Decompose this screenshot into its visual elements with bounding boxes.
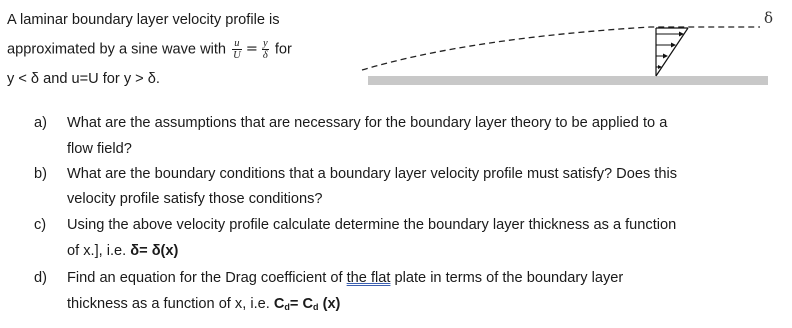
question-a-line-1: What are the assumptions that are necessary for the boundary layer theory to be applied to a [67,115,668,131]
fraction-y-over-delta [262,38,269,61]
cd-equals: = C [289,296,314,312]
question-c-marker: c) [34,217,47,233]
question-a-marker: a) [34,115,47,131]
boundary-layer-diagram [350,0,792,100]
question-d-line-2 [67,296,340,312]
question-a-line-2: flow field? [67,141,132,157]
cd-subscript: d [284,302,290,312]
intro-line-3: y < δ and u=U for y > δ. [7,71,160,87]
fraction-denominator: δ [262,50,268,61]
question-d-line-1 [67,270,623,286]
intro-line-2 [7,38,292,61]
velocity-profile [656,28,688,76]
fraction-denominator: U [233,50,241,61]
question-b-line-1: What are the boundary conditions that a boundary layer velocity profile must satisfy? Does this [67,166,678,182]
flat-plate [368,76,768,85]
question-b-line-2: velocity profile satisfy those conditions? [67,191,323,207]
cd-symbol: C [273,296,285,312]
question-d-line-1-text: Find an equation for the Drag coefficient of [67,270,347,286]
fraction-u-over-U [232,38,242,61]
question-d-marker: d) [34,270,47,286]
profile-slope-line [656,28,688,76]
fraction-numerator: u [234,38,240,49]
delta-function-expression: δ= δ(x) [130,243,179,259]
underlined-the-flat: the flat [346,270,391,286]
question-c-line-2 [67,243,178,259]
cd-argument: (x) [318,296,341,312]
question-d-line-1-rest: plate in terms of the boundary layer [390,270,624,286]
intro-line-1: A laminar boundary layer velocity profile is [7,12,280,28]
question-d-line-2-text: thickness as a function of x, i.e. [67,296,274,312]
velocity-arrowhead [663,54,668,59]
fraction-numerator: y [263,38,268,49]
drag-coefficient-expression [274,296,341,312]
intro-line-2-text: approximated by a sine wave with [7,41,227,58]
delta-label: δ [764,9,774,27]
question-c-line-2-text: of x.], i.e. [67,243,131,259]
intro-line-2-for: for [274,41,292,58]
question-b-marker: b) [34,166,47,182]
boundary-layer-edge [362,27,760,70]
question-c-line-1: Using the above velocity profile calculate determine the boundary layer thickness as a function [67,217,677,233]
equals-sign: = [245,40,258,58]
cd-subscript: d [313,302,319,312]
